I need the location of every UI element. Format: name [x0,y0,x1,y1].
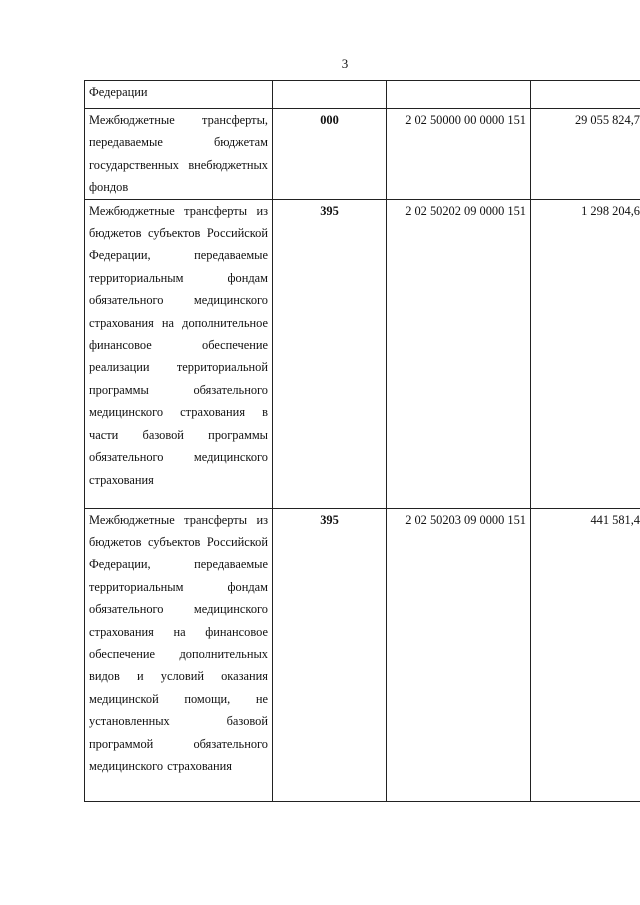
row-description: Межбюджетные трансферты, передаваемые бюджетам государственных внебюджетных фондов [85,109,273,200]
admin-code-cell [273,81,387,109]
budget-code-cell: 2 02 50000 00 0000 151 [387,109,531,200]
table-row [85,109,640,200]
admin-code-cell: 395 [273,199,387,508]
budget-code-cell [387,81,531,109]
amount-cell: 441 581,4 [531,508,640,801]
amount-cell: 1 298 204,6 [531,199,640,508]
table-row [85,508,640,801]
amount-cell [531,81,640,109]
page-number: 3 [341,56,349,71]
row-description: Межбюджетные трансферты из бюджетов субъектов Российской Федерации, передаваемые территориальным фондам обязательного медицинского страхования на дополнительное финансовое обеспечение реализации территориальной программы обязательного медицинского страхования в части базовой программы обязательного медицинского страхования [85,199,273,508]
admin-code-cell: 000 [273,109,387,200]
table-row [85,81,640,109]
budget-code-cell: 2 02 50202 09 0000 151 [387,199,531,508]
admin-code-cell: 395 [273,508,387,801]
row-description: Федерации [85,81,273,109]
budget-code-cell: 2 02 50203 09 0000 151 [387,508,531,801]
budget-revenue-table [84,80,640,802]
table-row [85,199,640,508]
row-description: Межбюджетные трансферты из бюджетов субъектов Российской Федерации, передаваемые территориальным фондам обязательного медицинского страхования на финансовое обеспечение дополнительных видов и условий оказания медицинской помощи, не установленных базовой программой обязательного медицинского страхования [85,508,273,801]
amount-cell: 29 055 824,7 [531,109,640,200]
